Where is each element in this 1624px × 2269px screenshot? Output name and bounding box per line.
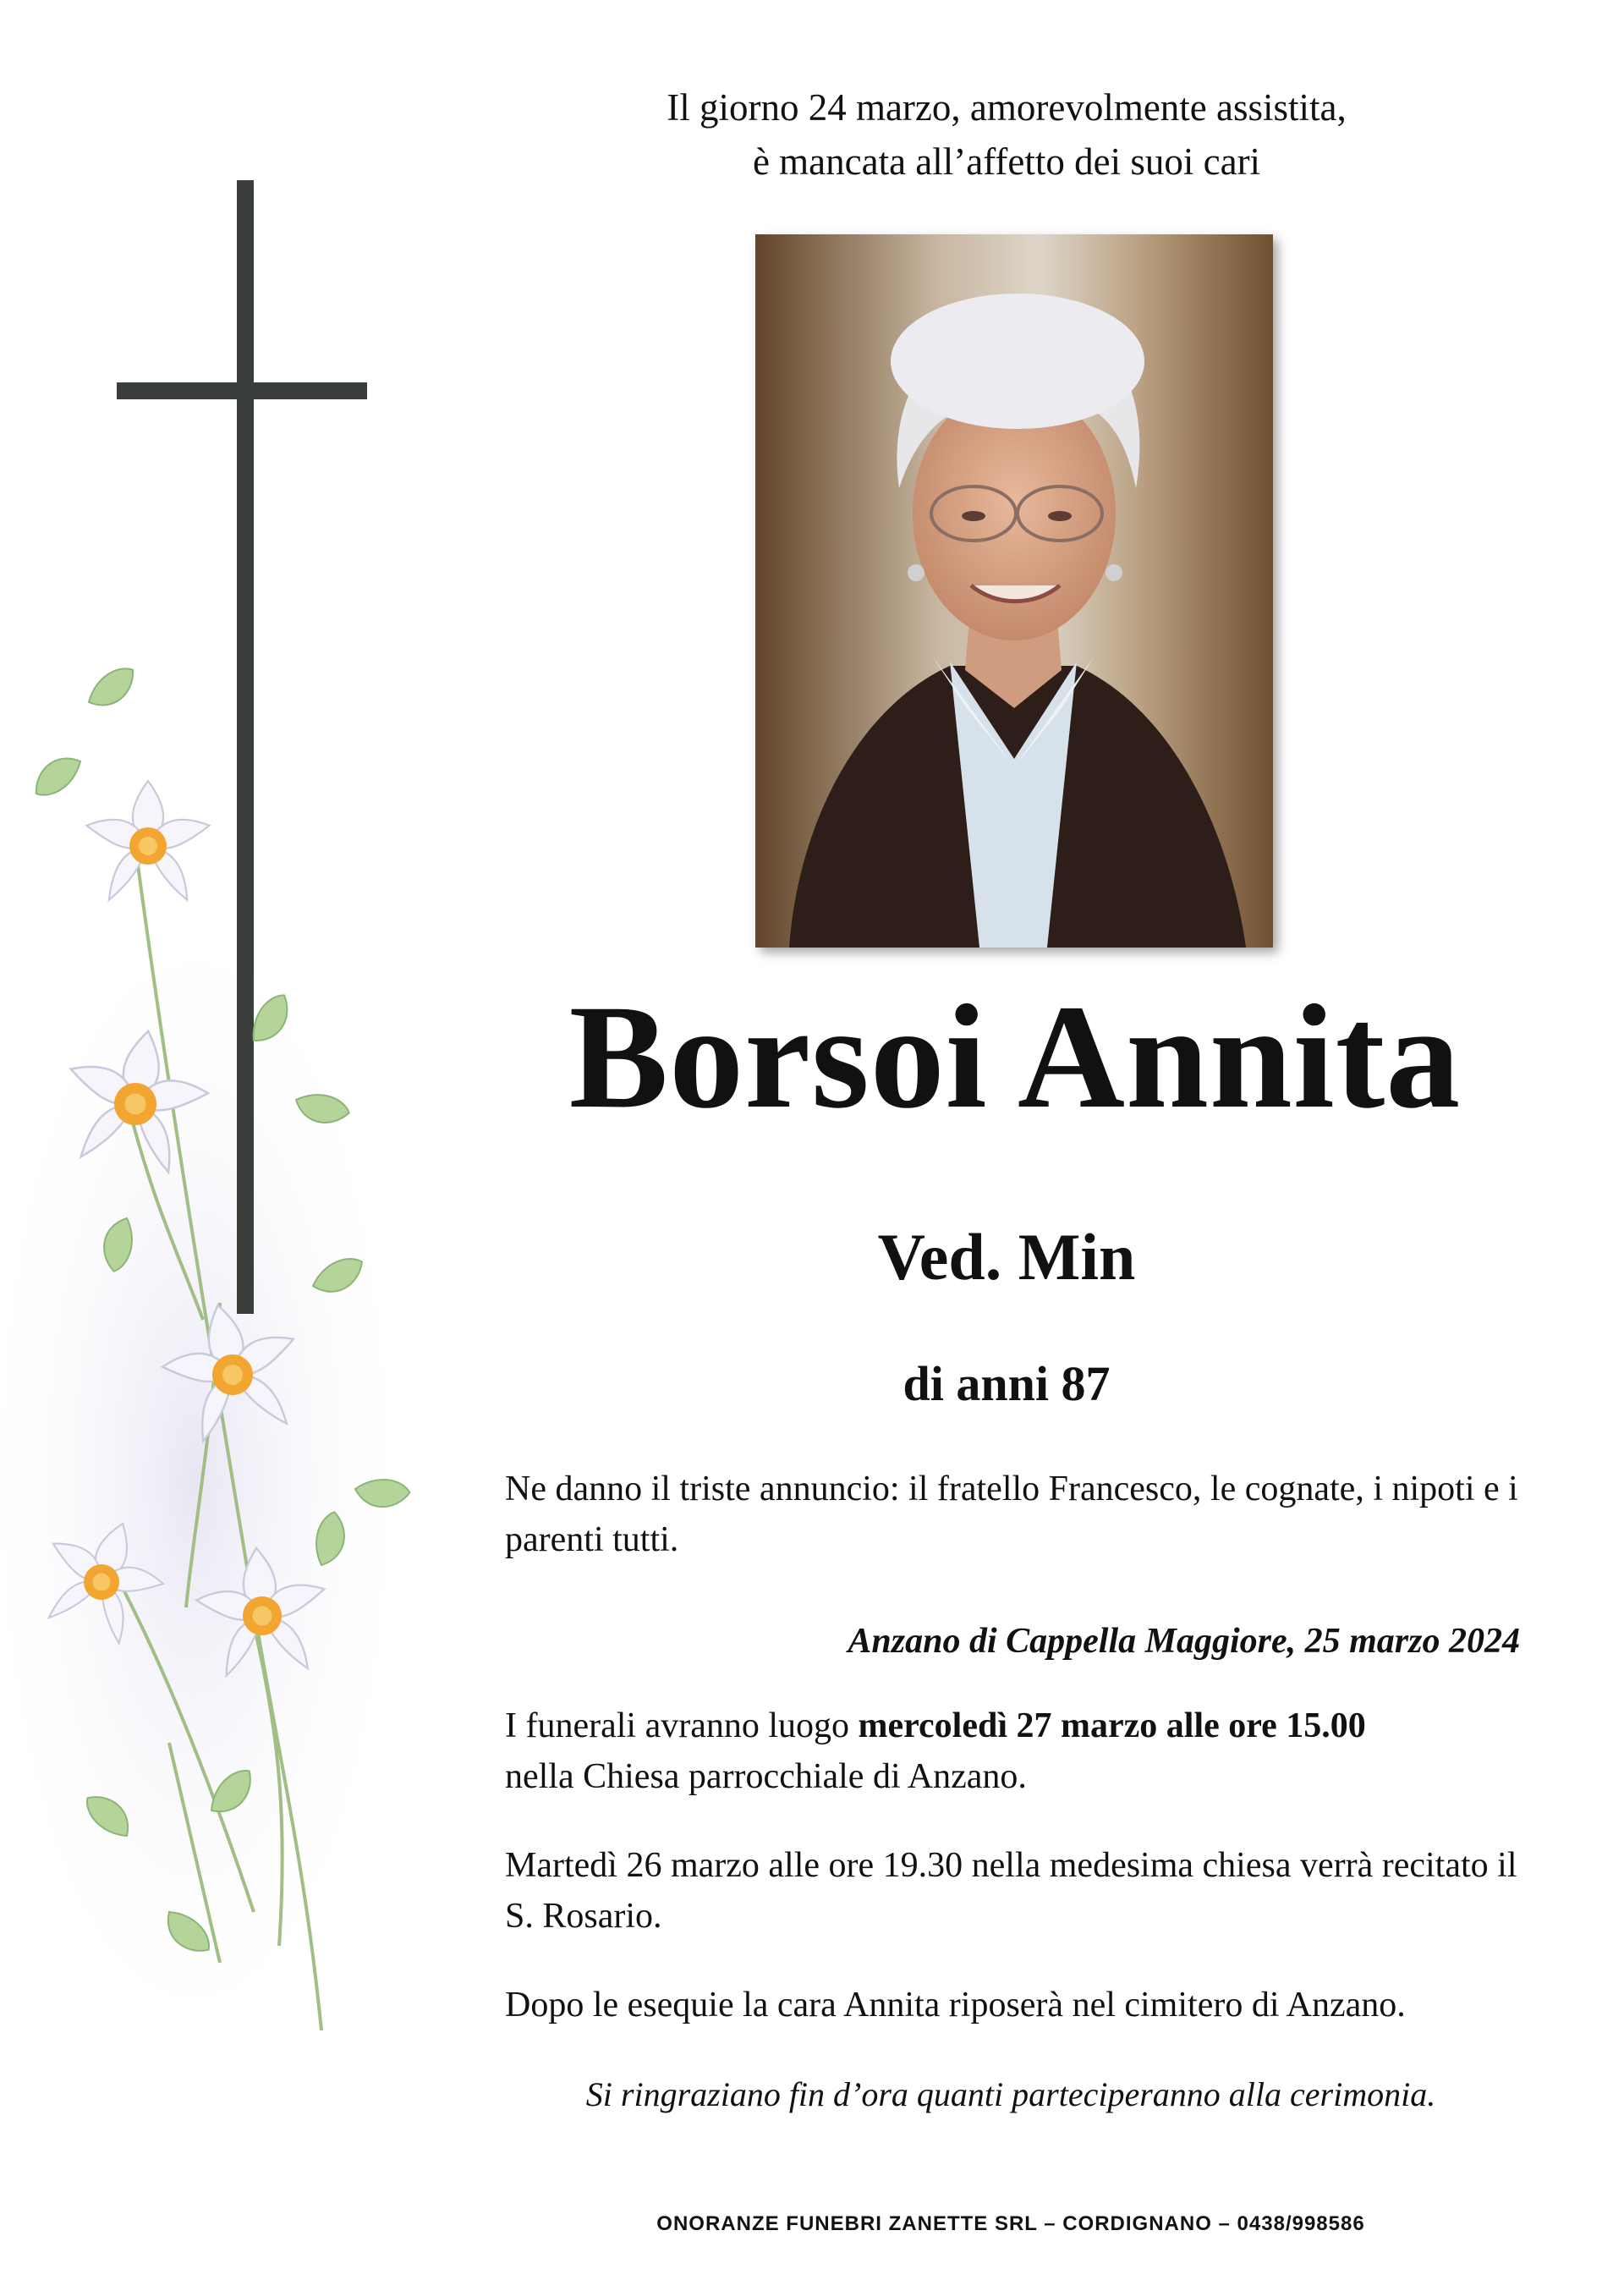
funeral-info	[505, 1700, 1520, 1802]
funeral-home-footer: ONORANZE FUNEBRI ZANETTE SRL – CORDIGNANO – 0438/998586	[656, 2212, 1365, 2235]
place-and-date: Anzano di Cappella Maggiore, 25 marzo 2024	[848, 1622, 1520, 1661]
intro-text	[508, 80, 1506, 189]
announcement-text: Ne danno il triste annuncio: il fratello Francesco, le cognate, i nipoti e i parenti tutti.	[505, 1470, 1518, 1559]
funeral-location: nella Chiesa parrocchiale di Anzano.	[505, 1757, 1027, 1796]
funeral-prefix: I funerali avranno luogo	[505, 1706, 859, 1745]
cross-vertical-beam	[237, 180, 254, 1314]
funeral-date-time: mercoledì 27 marzo alle ore 15.00	[858, 1706, 1366, 1745]
thanks-note: Si ringraziano fin d’ora quanti parteciperanno alla cerimonia.	[585, 2075, 1436, 2113]
rosary-info: Martedì 26 marzo alle ore 19.30 nella medesima chiesa verrà recitato il S. Rosario.	[505, 1846, 1517, 1936]
flower-icon	[86, 781, 209, 900]
intro-line-2: è mancata all’affetto dei suoi cari	[752, 140, 1261, 183]
intro-line-1: Il giorno 24 marzo, amorevolmente assistita,	[667, 86, 1347, 129]
portrait-photo	[755, 234, 1273, 948]
deceased-name: Borsoi Annita	[568, 975, 1462, 1140]
cross-horizontal-beam	[117, 382, 367, 399]
age: di anni 87	[903, 1356, 1111, 1411]
burial-info: Dopo le esequie la cara Annita riposerà nel cimitero di Anzano.	[505, 1986, 1406, 2025]
cross-with-flowers-decoration	[0, 0, 508, 2269]
widow-of: Ved. Min	[877, 1220, 1136, 1294]
